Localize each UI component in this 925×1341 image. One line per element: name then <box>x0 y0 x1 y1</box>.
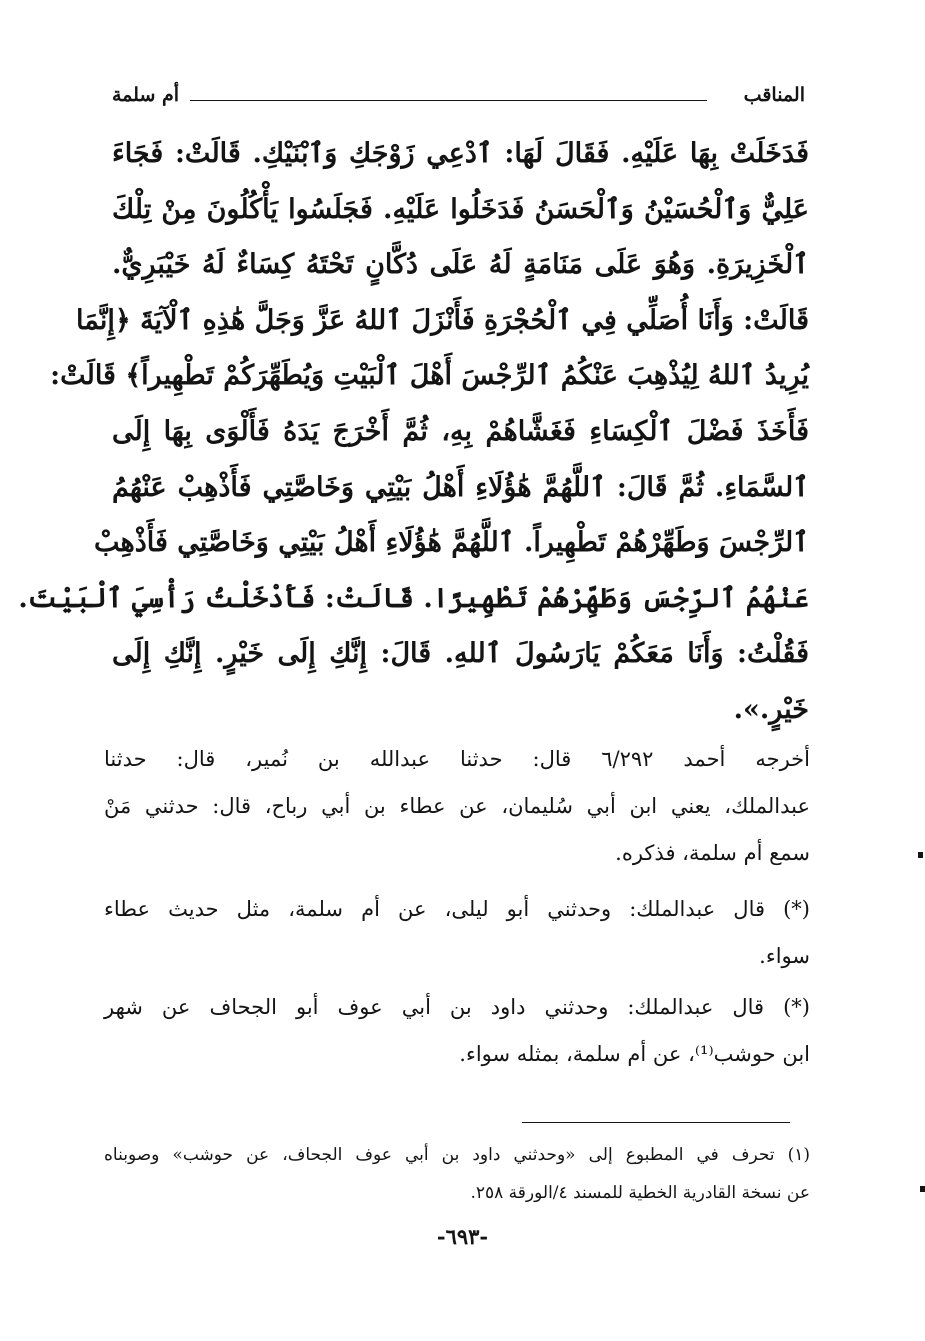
hadith-line: خَيْرٍ.». <box>733 693 809 725</box>
hadith-line: يُرِيدُ ٱللهُ لِيُذْهِبَ عَنْكُمُ ٱلرِّجْسَ أَهْلَ ٱلْبَيْتِ وَيُطَهِّرَكُمْ تَطْهِيراً﴾ قَالَتْ: <box>50 360 809 392</box>
chain-note-abu-layla <box>104 886 810 980</box>
hadith-line: ٱلسَّمَاءِ. ثُمَّ قَالَ: ٱللَّهُمَّ هَٰؤُلَاءِ أَهْلُ بَيْتِي وَخَاصَّتِي فَأَذْهِبْ عَنْهُمُ <box>112 471 809 503</box>
header-chapter: المناقب <box>743 84 805 106</box>
note-line: (*) قال عبدالملك: وحدثني أبو ليلى، عن أم سلمة، مثل حديث عطاء <box>104 897 810 921</box>
footnote-line: عن نسخة القادرية الخطية للمسند ٤/الورقة ٢٥٨. <box>470 1183 810 1203</box>
note-line: ابن حوشب⁽¹⁾، عن أم سلمة، بمثله سواء. <box>459 1042 810 1066</box>
hadith-line: عَلِيٌّ وَٱلْحُسَيْنُ وَٱلْحَسَنُ فَدَخَلُوا عَلَيْهِ. فَجَلَسُوا يَأْكُلُونَ مِنْ تِلْكَ <box>112 193 809 225</box>
running-header <box>112 84 805 114</box>
hadith-line: قَالَتْ: وَأَنَا أُصَلِّي فِي ٱلْحُجْرَةِ فَأَنْزَلَ ٱللهُ عَزَّ وَجَلَّ هَٰذِهِ ٱلْآيَةَ ﴿إِنَّمَا <box>76 304 809 336</box>
footnote-line: (١) تحرف في المطبوع إلى «وحدثني داود بن أبي عوف الجحاف، عن حوشب» وصوبناه <box>104 1145 810 1165</box>
takhrij-line: أخرجه أحمد ٦/٢٩٢ قال: حدثنا عبدالله بن نُمير، قال: حدثنا <box>104 747 810 771</box>
footnote-rule <box>522 1122 790 1123</box>
page-number: -٦٩٣- <box>436 1224 489 1249</box>
hadith-line: فَأَخَذَ فَضْلَ ٱلْكِسَاءِ فَغَشَّاهُمْ بِهِ، ثُمَّ أَخْرَجَ يَدَهُ فَأَلْوَى بِهَا إِلَى <box>112 415 809 447</box>
note-line: سواء. <box>759 944 810 968</box>
header-subject: أم سلمة <box>112 84 180 106</box>
scan-mark <box>918 852 923 858</box>
takhrij-line: سمع أم سلمة، فذكره. <box>615 841 810 865</box>
chain-note-dawud <box>104 984 810 1078</box>
hadith-text <box>18 126 809 738</box>
hadith-line: فَدَخَلَتْ بِهَا عَلَيْهِ. فَقَالَ لَهَا: ٱدْعِي زَوْجَكِ وَٱبْنَيْكِ. قَالَتْ: فَجَاءَ <box>112 138 809 169</box>
hadith-line: ٱلرِّجْسَ وَطَهِّرْهُمْ تَطْهِيراً. ٱللَّهُمَّ هَٰؤُلَاءِ أَهْلُ بَيْتِي وَخَاصَّتِي فَأَذْهِبْ <box>93 527 809 559</box>
hadith-line: فَقُلْتُ: وَأَنَا مَعَكُمْ يَارَسُولَ ٱللهِ. قَالَ: إِنَّكِ إِلَى خَيْرٍ. إِنَّكِ إِلَى <box>112 638 809 670</box>
header-rule <box>190 100 707 101</box>
hadith-line: ٱلْخَزِيرَةِ. وَهُوَ عَلَى مَنَامَةٍ لَهُ عَلَى دُكَّانٍ تَحْتَهُ كِسَاءٌ لَهُ خَيْبَرِيٌّ. <box>112 249 809 281</box>
takhrij-line: عبدالملك، يعني ابن أبي سُليمان، عن عطاء بن أبي رباح، قال: حدثني مَنْ <box>104 794 810 818</box>
note-line: (*) قال عبدالملك: وحدثني داود بن أبي عوف أبو الجحاف عن شهر <box>104 995 810 1019</box>
hadith-line: عَنْهُمُ ٱلرِّجْسَ وَطَهِّرْهُمْ تَطْهِيرًا. قَالَتْ: فَأَدْخَلْتُ رَأْسِيَ ٱلْبَيْتَ. <box>18 582 809 614</box>
takhrij-paragraph <box>104 736 810 877</box>
scan-mark <box>920 1186 925 1192</box>
footnote <box>104 1136 810 1212</box>
